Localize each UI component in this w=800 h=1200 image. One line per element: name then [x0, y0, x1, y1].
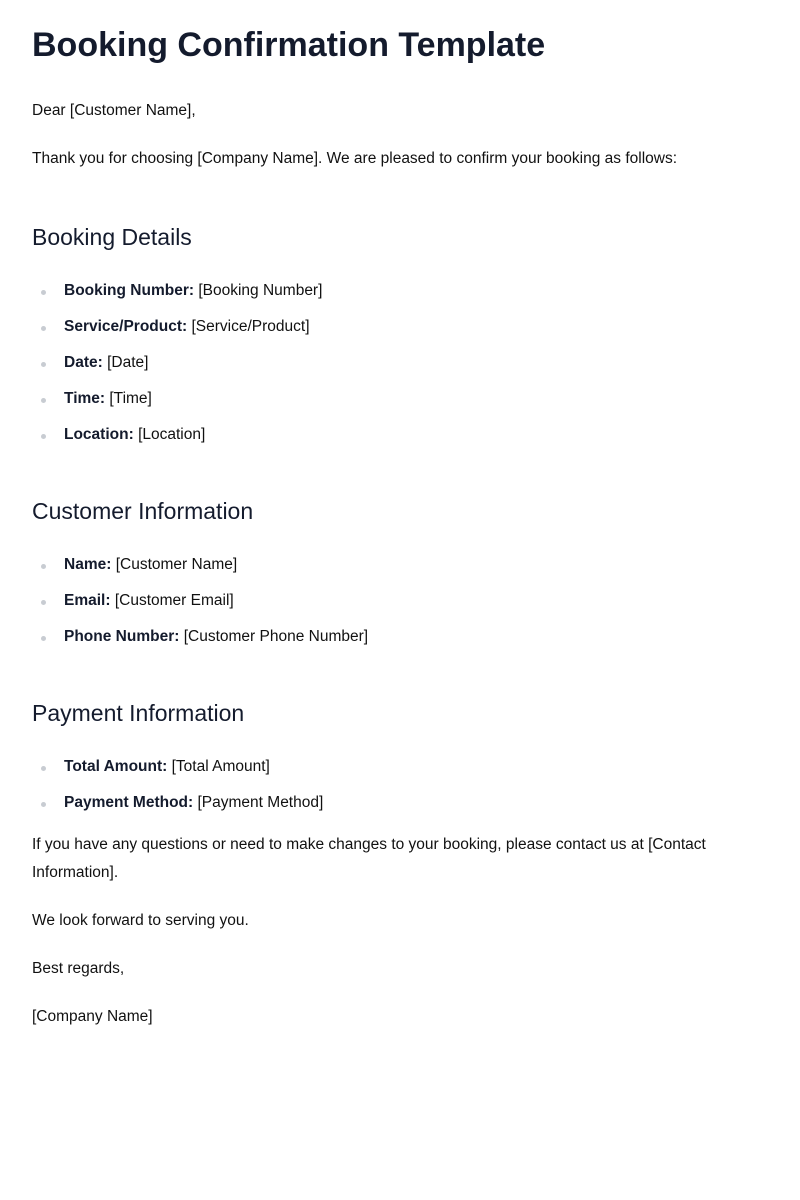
item-label: Email: [64, 592, 111, 609]
list-item-service-product [32, 315, 768, 339]
item-label: Service/Product: [64, 318, 188, 335]
item-value: [Date] [107, 354, 149, 371]
list-item-time [32, 387, 768, 411]
closing-paragraph: We look forward to serving you. [32, 912, 249, 929]
item-value: [Location] [138, 426, 206, 443]
item-label: Payment Method: [64, 794, 194, 811]
item-label: Time: [64, 390, 106, 407]
greeting: Dear [Customer Name], [32, 102, 196, 119]
item-value: [Service/Product] [191, 318, 310, 335]
intro-paragraph: Thank you for choosing [Company Name]. We are pleased to confirm your booking as follows: [32, 150, 678, 167]
payment-information-list [32, 755, 768, 815]
item-value: [Time] [109, 390, 152, 407]
payment-information-heading: Payment Information [32, 700, 245, 726]
list-item-name [32, 553, 768, 577]
item-label: Name: [64, 556, 112, 573]
item-value: [Booking Number] [198, 282, 323, 299]
list-item-phone-number [32, 625, 768, 649]
item-value: [Customer Name] [115, 556, 238, 573]
item-label: Phone Number: [64, 628, 180, 645]
signature-company-name: [Company Name] [32, 1008, 153, 1025]
list-item-date [32, 351, 768, 375]
regards-line: Best regards, [32, 960, 125, 977]
booking-details-heading: Booking Details [32, 224, 192, 250]
list-item-booking-number [32, 279, 768, 303]
list-item-email [32, 589, 768, 613]
page-title: Booking Confirmation Template [32, 26, 546, 64]
item-value: [Payment Method] [197, 794, 324, 811]
customer-information-heading: Customer Information [32, 498, 254, 524]
item-value: [Customer Phone Number] [183, 628, 369, 645]
customer-information-list [32, 553, 768, 649]
item-label: Date: [64, 354, 103, 371]
item-label: Booking Number: [64, 282, 195, 299]
list-item-total-amount [32, 755, 768, 779]
item-value: [Customer Email] [114, 592, 234, 609]
item-label: Total Amount: [64, 758, 168, 775]
list-item-payment-method [32, 791, 768, 815]
booking-details-list [32, 279, 768, 447]
item-label: Location: [64, 426, 134, 443]
item-value: [Total Amount] [171, 758, 270, 775]
list-item-location [32, 423, 768, 447]
questions-paragraph: If you have any questions or need to make changes to your booking, please contact us at [Contact Information]. [32, 836, 706, 881]
